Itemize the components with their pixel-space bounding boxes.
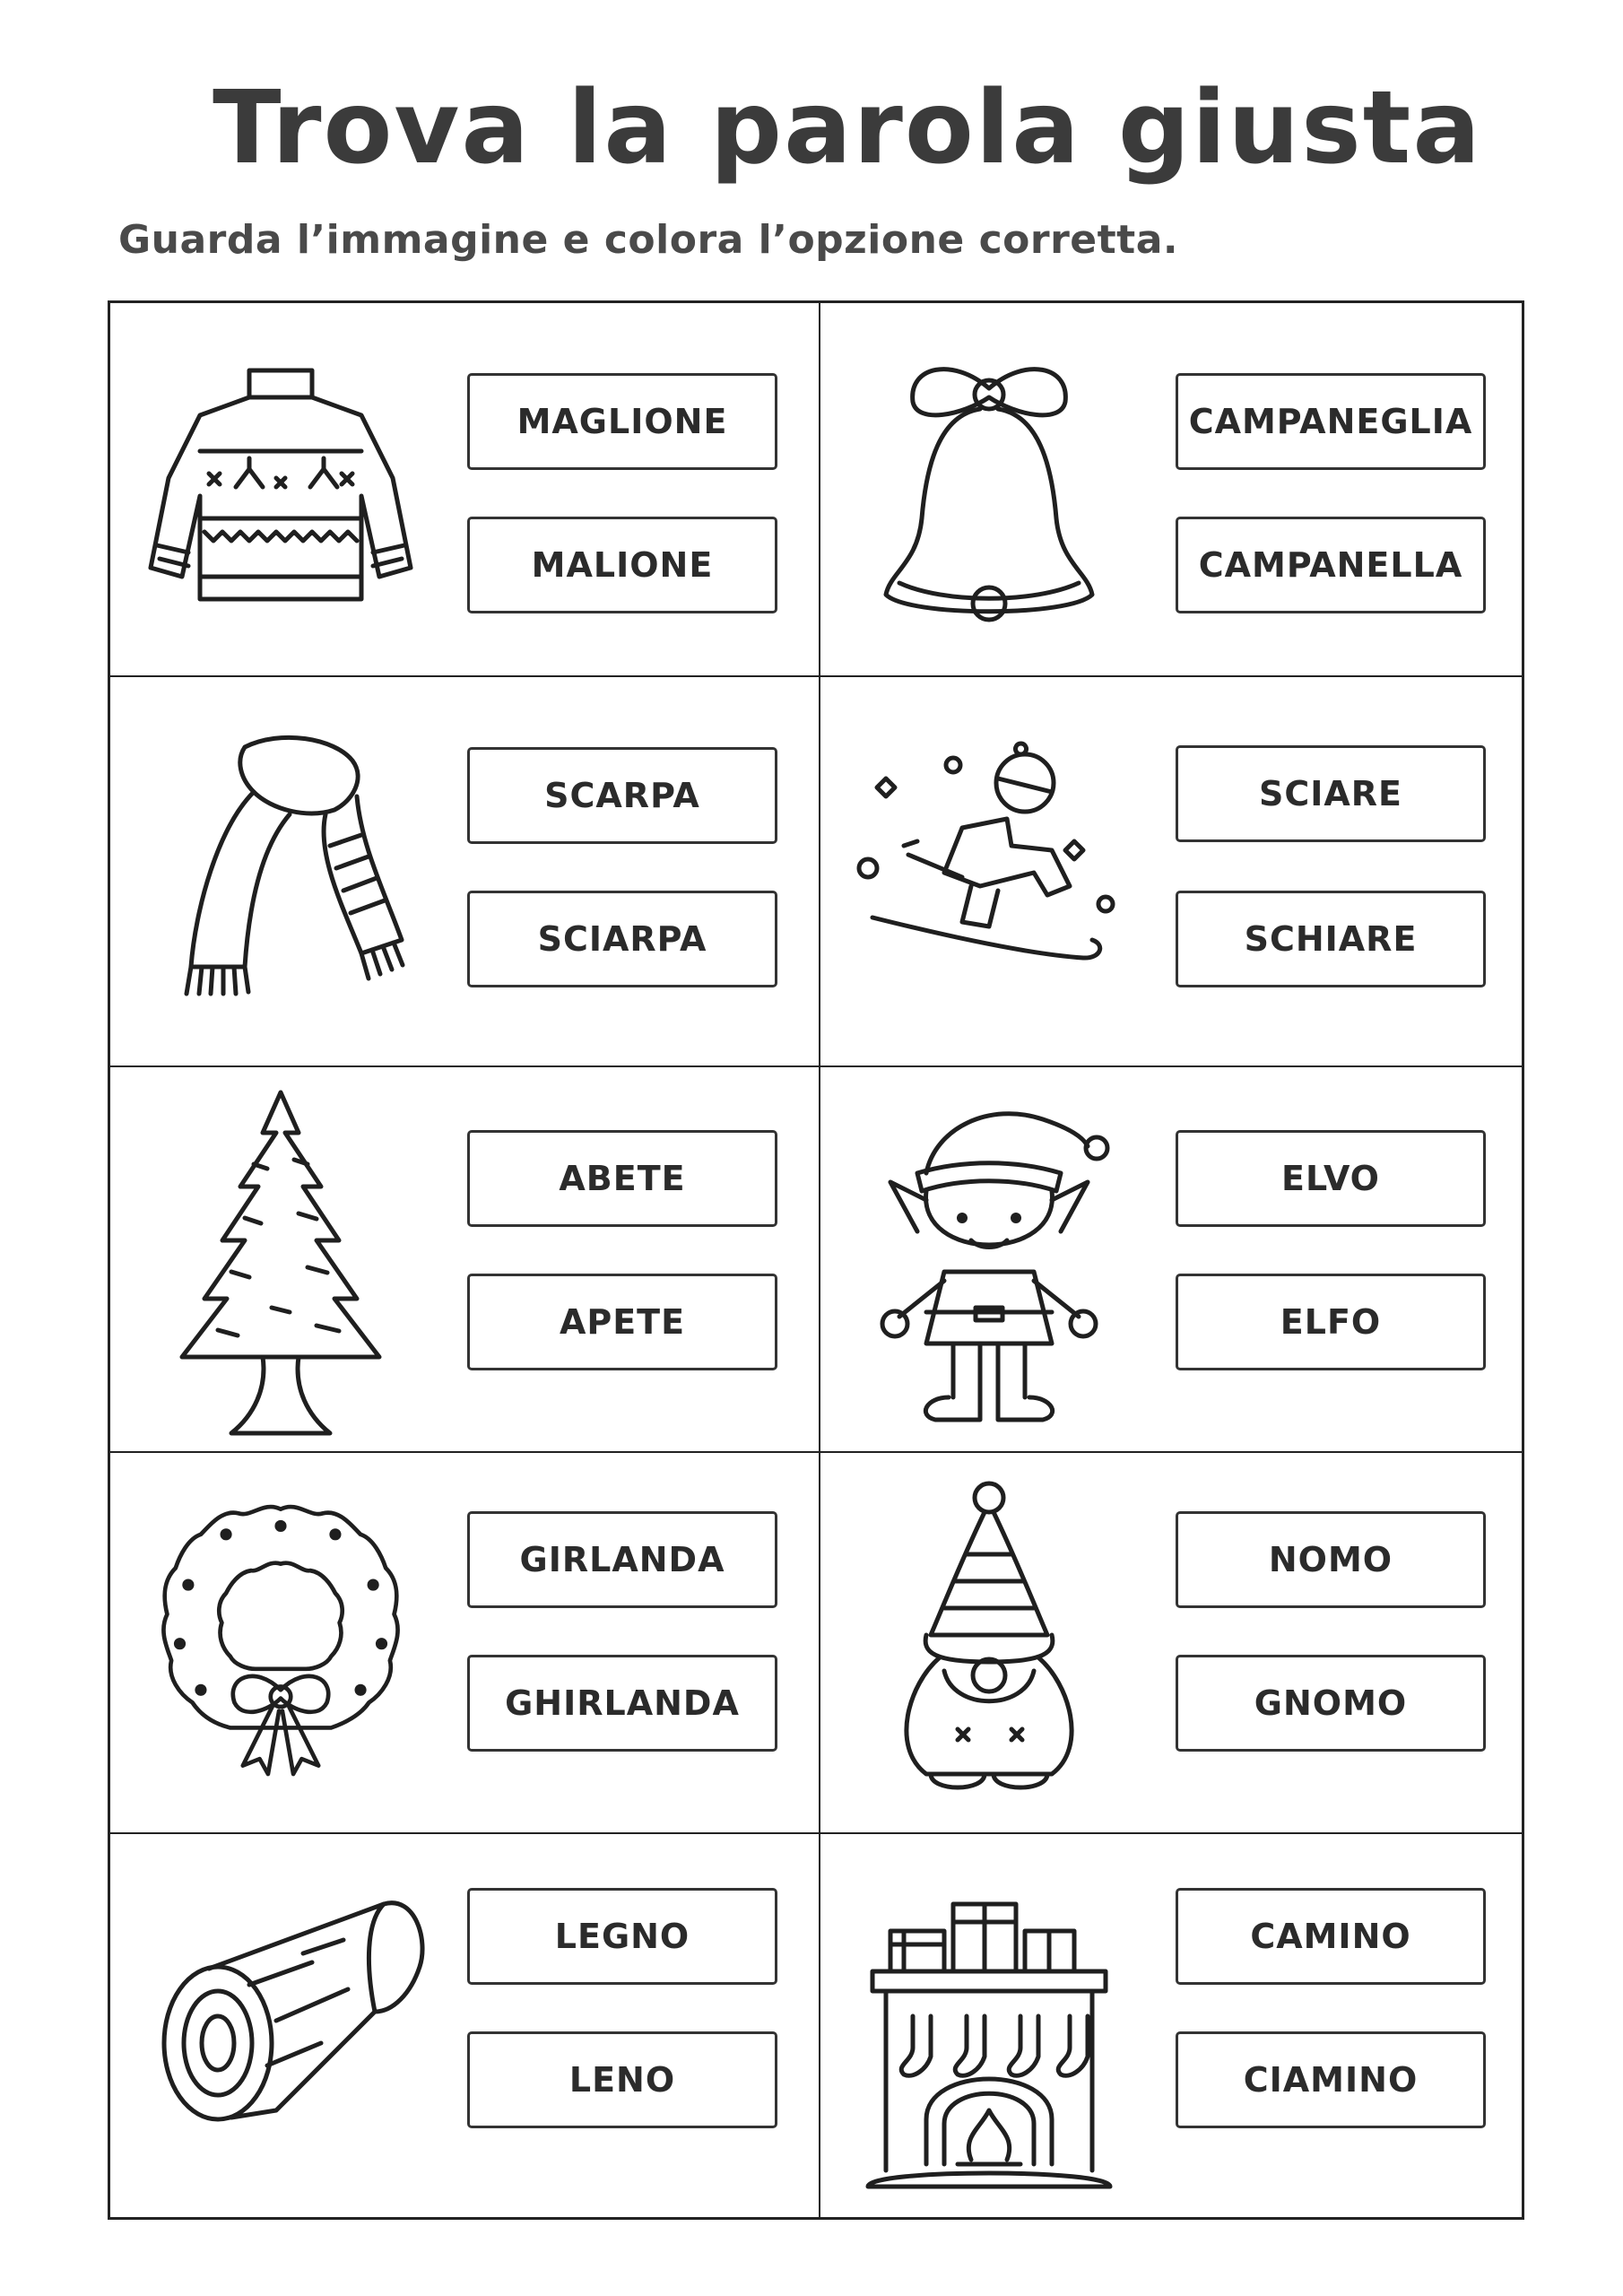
exercise-item-skier [819,675,1527,1065]
fireplace-icon [855,1868,1124,2200]
answer-option[interactable]: CAMPANELLA [1176,517,1486,613]
answer-option[interactable]: SCHIARE [1176,891,1486,987]
answer-option[interactable]: MALIONE [467,517,777,613]
instructions: Guarda l’immagine e colora l’opzione corretta. [118,217,1179,263]
exercise-item-scarf [110,675,819,1065]
exercise-item-fireplace [819,1832,1527,2222]
elf-icon [855,1083,1124,1442]
scarf-icon [146,729,415,1007]
skier-icon [855,729,1124,998]
wreath-icon [146,1487,415,1792]
gnome-icon [855,1478,1124,1810]
exercise-grid [108,300,1524,2220]
exercise-item-gnome [819,1451,1527,1832]
log-icon [142,1886,438,2155]
answer-option[interactable]: APETE [467,1274,777,1370]
answer-option[interactable]: LEGNO [467,1888,777,1985]
answer-option[interactable]: ELFO [1176,1274,1486,1370]
answer-option[interactable]: MAGLIONE [467,373,777,470]
answer-option[interactable]: ELVO [1176,1130,1486,1227]
exercise-item-log [110,1832,819,2222]
page-title: Trova la parola giusta [213,70,1482,187]
answer-option[interactable]: GNOMO [1176,1655,1486,1752]
exercise-item-elf [819,1065,1527,1451]
answer-option[interactable]: SCIARPA [467,891,777,987]
sweater-icon [146,352,415,622]
answer-option[interactable]: ABETE [467,1130,777,1227]
exercise-item-wreath [110,1451,819,1832]
exercise-item-tree [110,1065,819,1451]
answer-option[interactable]: CIAMINO [1176,2031,1486,2128]
exercise-item-sweater [110,303,819,675]
answer-option[interactable]: SCARPA [467,747,777,844]
answer-option[interactable]: CAMINO [1176,1888,1486,1985]
answer-option[interactable]: NOMO [1176,1511,1486,1608]
bell-icon [855,348,1124,626]
answer-option[interactable]: SCIARE [1176,745,1486,842]
answer-option[interactable]: LENO [467,2031,777,2128]
answer-option[interactable]: GHIRLANDA [467,1655,777,1752]
answer-option[interactable]: GIRLANDA [467,1511,777,1608]
answer-option[interactable]: CAMPANEGLIA [1176,373,1486,470]
exercise-item-bell [819,303,1527,675]
fir-tree-icon [146,1083,415,1442]
